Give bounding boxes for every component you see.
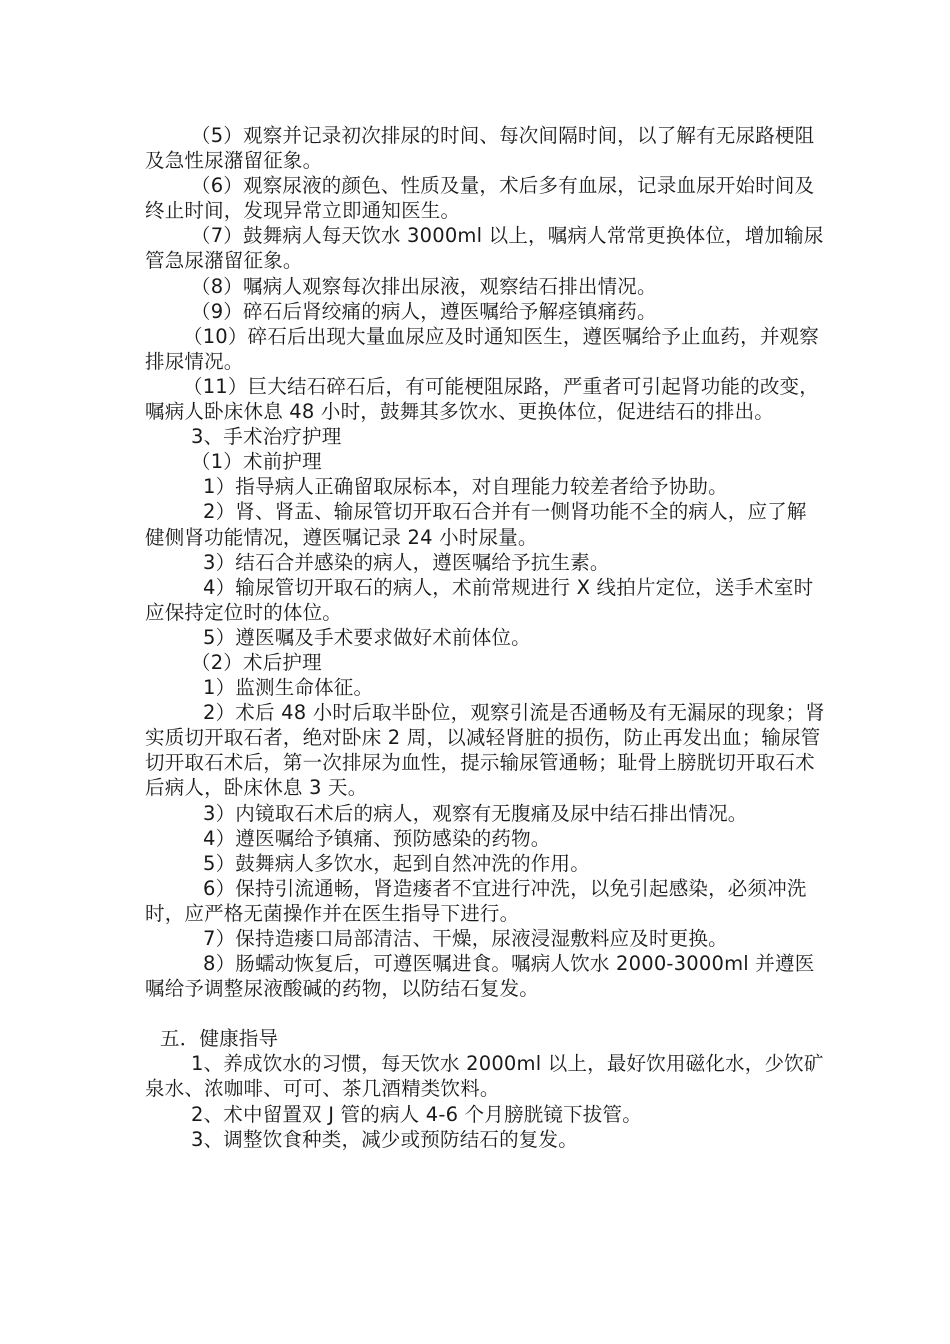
list-item-guidance-2: 2、术中留置双 J 管的病人 4-6 个月膀胱镜下拔管。: [191, 1102, 642, 1126]
section-heading-health-guidance: 五．健康指导: [160, 1027, 279, 1051]
subheading-postoperative: （2）术后护理: [191, 650, 322, 674]
paragraph-renal-colic: （9）碎石后肾绞痛的病人，遵医嘱给予解痉镇痛药。: [191, 299, 657, 323]
list-item-guidance-1: 1、养成饮水的习惯，每天饮水 2000ml 以上，最好饮用磁化水，少饮矿泉水、浓咖啡、可可、茶几酒精类饮料。: [145, 1052, 824, 1101]
list-item-post-6: 6）保持引流通畅，肾造瘘者不宜进行冲洗，以免引起感染，必须冲洗时，应严格无菌操作并在医生指导下进行。: [145, 876, 807, 925]
document-body: [145, 123, 825, 1152]
list-item-post-1: 1）监测生命体征。: [203, 676, 374, 700]
paragraph-water-intake: （7）鼓舞病人每天饮水 3000ml 以上，嘱病人常常更换体位，增加输尿管急尿潴留征象。: [145, 224, 824, 273]
list-item-pre-5: 5）遵医嘱及手术要求做好术前体位。: [203, 625, 531, 649]
list-item-post-5: 5）鼓舞病人多饮水，起到自然冲洗的作用。: [203, 851, 590, 875]
list-item-pre-3: 3）结石合并感染的病人，遵医嘱给予抗生素。: [203, 550, 610, 574]
section-heading-surgical-care: 3、手术治疗护理: [191, 425, 342, 449]
list-item-post-8: 8）肠蠕动恢复后，可遵医嘱进食。嘱病人饮水 2000-3000ml 并遵医嘱给予调整尿液酸碱的药物，以防结石复发。: [145, 952, 815, 1001]
list-item-pre-1: 1）指导病人正确留取尿标本，对自理能力较差者给予协助。: [203, 475, 728, 499]
section-spacer: [145, 1001, 825, 1026]
list-item-pre-2: 2）肾、肾盂、输尿管切开取石合并有一侧肾功能不全的病人，应了解健侧肾功能情况，遵医嘱记录 24 小时尿量。: [145, 500, 807, 549]
paragraph-observe-stones: （8）嘱病人观察每次排出尿液，观察结石排出情况。: [191, 274, 657, 298]
list-item-post-3: 3）内镜取石术后的病人，观察有无腹痛及尿中结石排出情况。: [203, 801, 748, 825]
list-item-guidance-3: 3、调整饮食种类，减少或预防结石的复发。: [191, 1127, 578, 1151]
list-item-post-4: 4）遵医嘱给予镇痛、预防感染的药物。: [203, 826, 551, 850]
subheading-preoperative: （1）术前护理: [191, 450, 322, 474]
paragraph-hematuria: （10）碎石后出现大量血尿应及时通知医生，遵医嘱给予止血药，并观察排尿情况。: [145, 324, 819, 373]
paragraph-large-stones: （11）巨大结石碎石后，有可能梗阻尿路，严重者可引起肾功能的改变，嘱病人卧床休息 48 小时，鼓舞其多饮水、更换体位，促进结石的排出。: [145, 374, 819, 424]
paragraph-observe-urination: （5）观察并记录初次排尿的时间、每次间隔时间，以了解有无尿路梗阻及急性尿潴留征象。: [145, 124, 815, 173]
list-item-post-2: 2）术后 48 小时后取半卧位，观察引流是否通畅及有无漏尿的现象；肾实质切开取石者，绝对卧床 2 周，以减轻肾脏的损伤，防止再发出血；输尿管切开取石术后，第一次排尿为血性，提示输尿管通畅；耻骨上膀胱切开取石术后病人，卧床休息 3 天。: [145, 701, 825, 800]
paragraph-observe-urine: （6）观察尿液的颜色、性质及量，术后多有血尿，记录血尿开始时间及终止时间，发现异常立即通知医生。: [145, 174, 815, 223]
list-item-pre-4: 4）输尿管切开取石的病人，术前常规进行 X 线拍片定位，送手术室时应保持定位时的体位。: [145, 575, 814, 624]
list-item-post-7: 7）保持造瘘口局部清洁、干燥，尿液浸湿敷料应及时更换。: [203, 927, 728, 950]
